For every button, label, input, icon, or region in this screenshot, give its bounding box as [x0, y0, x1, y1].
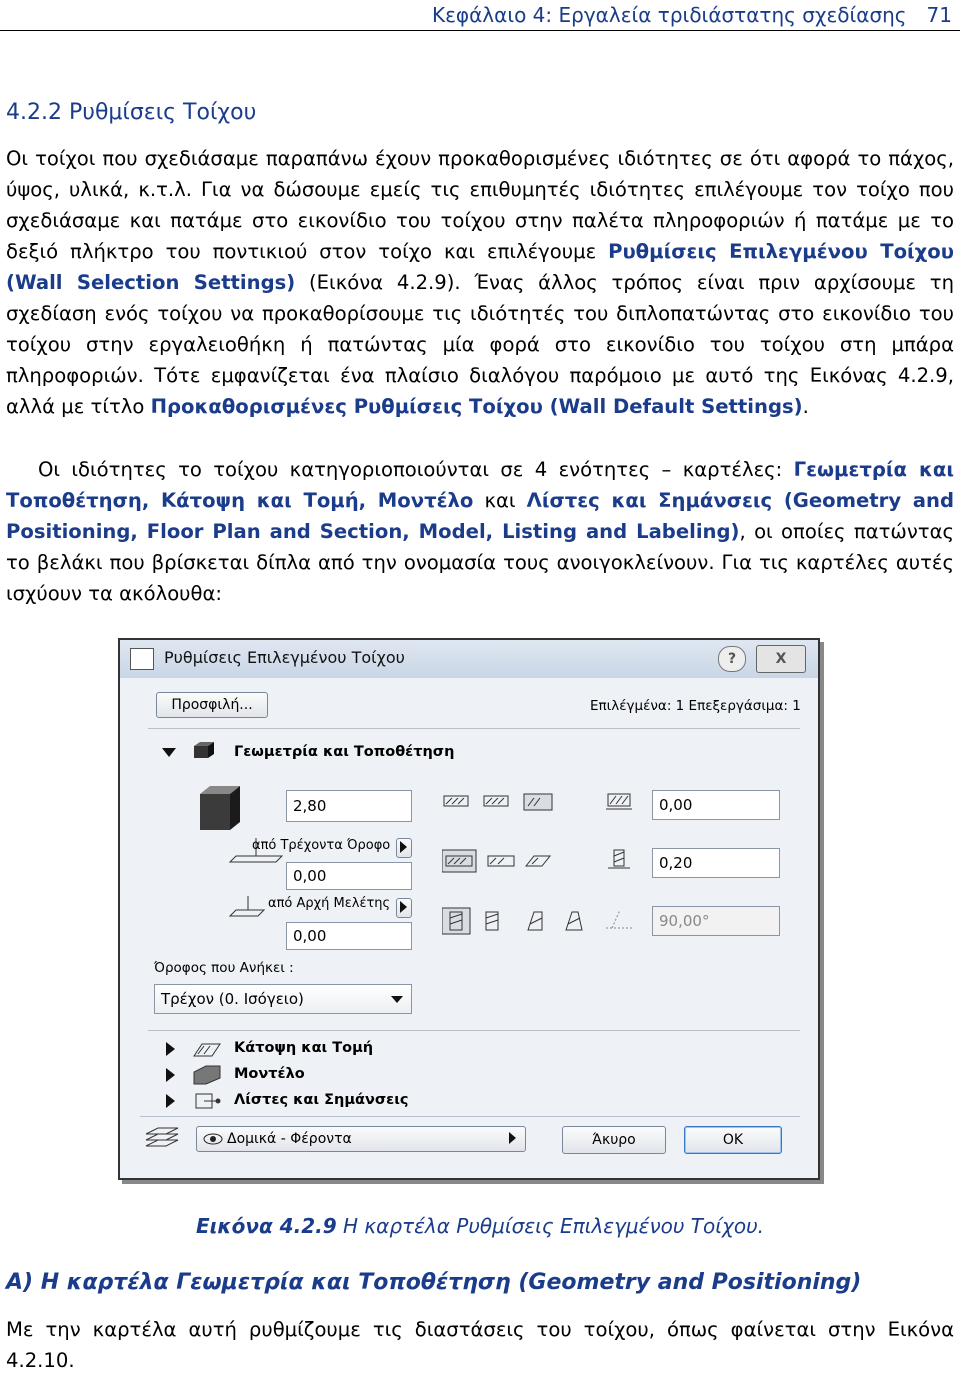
ok-button[interactable]: OK: [684, 1126, 782, 1154]
figure-caption: [0, 1214, 960, 1238]
chapter-title: Κεφάλαιο 4: Εργαλεία τριδιάστατης σχεδίασης: [432, 3, 907, 27]
caption-label: Εικόνα 4.2.9: [195, 1214, 337, 1238]
section-title: 4.2.2 Ρυθμίσεις Τοίχου: [6, 100, 257, 125]
from-current-floor-label: από Τρέχοντα Όροφο: [252, 838, 391, 853]
divider: [140, 1116, 800, 1117]
dialog-titlebar: [120, 640, 818, 678]
caption-text: Η καρτέλα Ρυθμίσεις Επιλεγμένου Τοίχου.: [336, 1214, 765, 1238]
thickness-input[interactable]: 0,20: [652, 848, 780, 878]
model-icon: [192, 1064, 222, 1086]
reference-line-buttons[interactable]: [442, 790, 558, 814]
project-zero-dropdown[interactable]: [396, 898, 412, 918]
offset-icon: [604, 790, 634, 812]
paragraph-3: Με την καρτέλα αυτή ρυθμίζουμε τις διαστάσεις του τοίχου, όπως φαίνεται στην Εικόνα 4.2.10.: [6, 1318, 954, 1372]
page-number: 71: [926, 3, 952, 27]
base-offset-input[interactable]: 0,00: [286, 862, 412, 890]
p1-text-2: (Εικόνα 4.2.9). Ένας άλλος τρόπος είναι πριν αρχίσουμε τη σχεδίαση ενός τοίχου να προκαθορίσουμε τις ιδιότητές του διπλοπατώντας στο εικονίδιο του τοίχου στην εργαλειοθήκη ή πατώντας μία φορά στο εικονίδιο του τοίχου στη μπάρα πληροφοριών. Τότε εμφανίζεται ένα πλαίσιο διαλόγου παρόμοιο με αυτό της Εικόνας 4.2.9, αλλά με τίτλο: [6, 271, 955, 418]
subsection-title: Α) Η καρτέλα Γεωμετρία και Τοποθέτηση (Geometry and Positioning): [6, 1270, 862, 1295]
expand-arrow-icon[interactable]: [166, 1042, 175, 1056]
p1-bold-2: Προκαθορισμένες Ρυθμίσεις Τοίχου (Wall Default Settings): [150, 395, 803, 418]
wall-settings-dialog: [118, 638, 820, 1180]
section-geometry[interactable]: Γεωμετρία και Τοποθέτηση: [234, 744, 455, 760]
wall-structure-buttons[interactable]: [442, 848, 558, 874]
layer-dropdown[interactable]: [196, 1126, 526, 1152]
p2-text-3: , οι οποίες πατώντας το βελάκι που βρίσκεται δίπλα από την ονομασία τους ανοιγοκλείνουν. Για τις καρτέλες αυτές ισχύουν τα ακόλουθα:: [6, 520, 954, 605]
project-zero-input[interactable]: 0,00: [286, 922, 412, 950]
divider: [148, 1030, 800, 1031]
selection-info: Επιλέγμένα: 1 Επεξεργάσιμα: 1: [590, 698, 801, 714]
p1-text-1: Οι τοίχοι που σχεδιάσαμε παραπάνω έχουν προκαθορισμένες ιδιότητες σε ότι αφορά το πάχος, ύψος, υλικά, κ.τ.λ. Για να δώσουμε εμείς τις επιθυμητές ιδιότητες επιλέγουμε τον τοίχο που σχεδιάσαμε και πατάμε στο εικονίδιο του τοίχου στην παλέτα πληροφοριών ή πατάμε με το δεξιό πλήκτρο του ποντικιού στον τοίχο και επιλέγουμε: [6, 147, 954, 263]
p2-bold-1: Γεωμετρία και Τοποθέτηση, Κάτοψη και Τομή, Μοντέλο: [6, 458, 954, 512]
chevron-down-icon: [391, 996, 403, 1003]
close-button[interactable]: X: [756, 645, 806, 673]
expand-arrow-icon[interactable]: [166, 1094, 175, 1108]
expand-arrow-icon[interactable]: [166, 1068, 175, 1082]
layer-value: Δομικά - Φέροντα: [227, 1131, 352, 1147]
eye-icon: [203, 1132, 223, 1146]
dialog-title: Ρυθμίσεις Επιλεγμένου Τοίχου: [164, 648, 405, 667]
thickness-icon: [604, 848, 634, 870]
paragraph-1: [6, 143, 954, 422]
layers-icon: [144, 1124, 180, 1154]
floor-ref-dropdown[interactable]: [396, 838, 412, 858]
p1-bold-1: Ρυθμίσεις Επιλεγμένου Τοίχου (Wall Selection Settings): [6, 240, 954, 294]
p1-text-3: .: [802, 395, 809, 418]
height-input[interactable]: 2,80: [286, 790, 412, 822]
geometry-icon: [190, 740, 220, 762]
help-button[interactable]: ?: [718, 646, 746, 672]
p2-text-1: Οι ιδιότητες το τοίχου κατηγοριοποιούνται σε 4 ενότητες – καρτέλες:: [38, 458, 794, 481]
listing-icon: [192, 1090, 222, 1112]
section-floor-plan[interactable]: Κάτοψη και Τομή: [234, 1040, 374, 1056]
paragraph-2: [6, 454, 954, 609]
from-project-zero-label: από Αρχή Μελέτης: [268, 896, 391, 911]
project-zero-icon: [228, 894, 268, 922]
profiles-button[interactable]: Προσφιλή...: [156, 692, 268, 718]
slant-angle-icon: [604, 908, 634, 930]
page-header: [0, 0, 960, 31]
wall-height-icon: [196, 782, 246, 834]
offset-input[interactable]: 0,00: [652, 790, 780, 820]
chevron-right-icon: [509, 1132, 516, 1144]
home-story-value: Τρέχον (0. Ισόγειο): [161, 990, 304, 1008]
divider: [148, 728, 800, 729]
section-listing[interactable]: Λίστες και Σημάνσεις: [234, 1092, 409, 1108]
collapse-arrow-icon[interactable]: [162, 748, 176, 757]
angle-input[interactable]: 90,00°: [652, 906, 780, 936]
floor-plan-icon: [192, 1038, 222, 1060]
cancel-button[interactable]: Άκυρο: [562, 1126, 666, 1154]
wall-geometry-buttons[interactable]: [442, 906, 592, 936]
home-story-select[interactable]: [154, 984, 412, 1014]
section-model[interactable]: Μοντέλο: [234, 1066, 305, 1082]
home-story-label: Όροφος που Ανήκει :: [154, 960, 294, 976]
p2-text-2: και: [473, 489, 527, 512]
wall-icon: [130, 648, 154, 670]
p2-bold-2: Λίστες και Σημάνσεις (Geometry and Positioning, Floor Plan and Section, Model, Listing and Labeling): [6, 489, 954, 543]
